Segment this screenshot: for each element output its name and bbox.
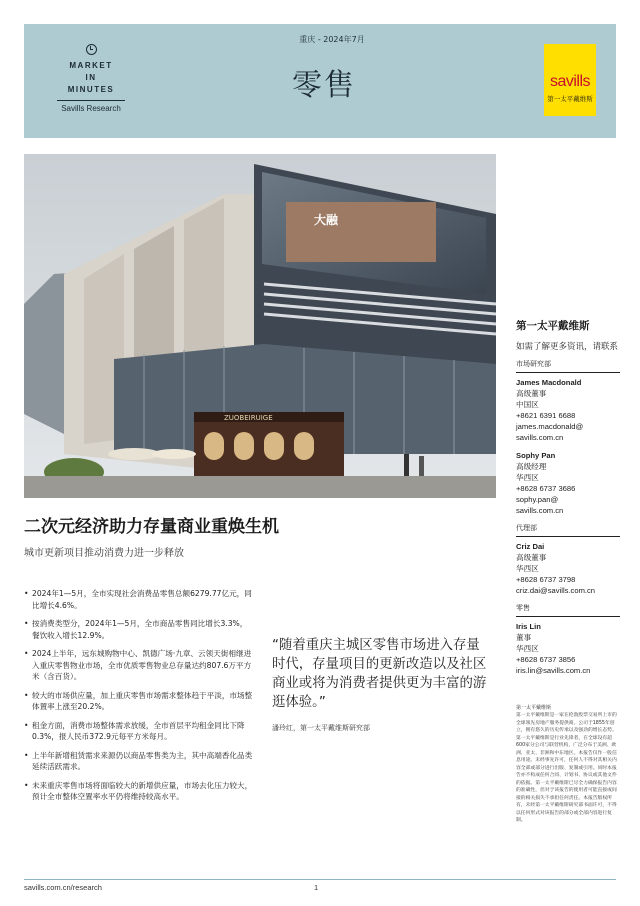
contact-email[interactable]: james.macdonald@ bbox=[516, 422, 584, 431]
mall-photo bbox=[24, 154, 496, 498]
store-sign-text: ZUOBEIRUIGE bbox=[224, 414, 273, 422]
key-point: • 上半年新增租赁需求来源仍以商品零售类为主，其中高端香化品类延续活跃需求。 bbox=[24, 750, 254, 773]
savills-logo bbox=[544, 44, 596, 116]
contact-name: Sophy Pan bbox=[516, 451, 556, 460]
contact-name: James Macdonald bbox=[516, 378, 582, 387]
header-band bbox=[24, 24, 616, 138]
footer-divider bbox=[24, 879, 616, 880]
contact-title: 高级董事 bbox=[516, 553, 547, 562]
pull-quote: “随着重庆主城区零售市场进入存量时代，存量项目的更新改造以及社区商业或将为消费者提供更为丰富的游逛体验。” bbox=[272, 638, 487, 710]
section-label-retail: 零售 bbox=[516, 603, 620, 617]
contact-email[interactable]: sophy.pan@ bbox=[516, 495, 559, 504]
contact-phone[interactable]: +8621 6391 6688 bbox=[516, 411, 576, 420]
headline: 二次元经济助力存量商业重焕生机 bbox=[24, 517, 279, 537]
market-in-minutes-badge bbox=[46, 44, 136, 113]
contact-region: 华西区 bbox=[516, 644, 539, 653]
report-date-location: 重庆 - 2024年7月 bbox=[299, 35, 365, 44]
disclaimer-label: 第一太平戴维斯 bbox=[516, 705, 552, 711]
contact-region: 华西区 bbox=[516, 473, 539, 482]
key-points-list bbox=[24, 588, 254, 810]
sidebar-intro: 如需了解更多资讯，请联系 bbox=[516, 342, 619, 352]
subheadline: 城市更新项目推动消费力进一步释放 bbox=[24, 548, 184, 559]
key-point: • 2024年1—5月，全市实现社会消费品零售总额6279.77亿元，同比增长4.6%。 bbox=[24, 588, 254, 611]
contact-card bbox=[516, 541, 620, 596]
contact-phone[interactable]: +8628 6737 3686 bbox=[516, 484, 576, 493]
logo-text-cn: 第一太平戴维斯 bbox=[547, 95, 593, 103]
contact-email-domain[interactable]: savills.com.cn bbox=[516, 506, 564, 515]
contact-name: Criz Dai bbox=[516, 542, 545, 551]
section-label-agency: 代理部 bbox=[516, 523, 620, 537]
contact-name: Iris Lin bbox=[516, 622, 541, 631]
building-sign-text: 大融 bbox=[314, 213, 339, 227]
key-point: • 租金方面，消费市场整体需求放缓，全市首层平均租金同比下降0.3%，报人民币372.9元每平方米每月。 bbox=[24, 720, 254, 743]
contacts-sidebar bbox=[516, 318, 620, 683]
disclaimer-text: 第一太平戴维斯是一家在伦敦股票交易所上市的全球领先房地产服务提供商。公司于1855年创立，拥有悠久的历史传承以及强劲的增长态势。第一太平戴维斯是行业先锋者，在全球设有超600家分公司与联营机构，广泛分布于美洲、欧洲、亚太、非洲和中东地区。本报告仅作一般信息用途。未经事先许可，任何人不得对其相关内容全部或部分进行出版、复制或引用。同时本报告亦不构成任何合同、计划书、协议或其他文件的依据。第一太平戴维斯已尽全力确保报告内容的准确性，但对于该报告的使用者可能直接或间接的相关损失不承担任何责任。本报告版权所有，未经第一太平戴维斯研究部书面许可，不得以任何形式对该报告的部分或全部内容进行复制。 bbox=[516, 713, 617, 823]
contact-email[interactable]: criz.dai@savills.com.cn bbox=[516, 586, 596, 595]
report-title: 零售 bbox=[292, 68, 356, 103]
footer-url-link[interactable]: savills.com.cn/research bbox=[24, 883, 102, 892]
badge-divider bbox=[57, 100, 125, 101]
contact-card bbox=[516, 621, 620, 676]
sidebar-title: 第一太平戴维斯 bbox=[516, 320, 590, 332]
quote-attribution: 潘玲红，第一太平戴维斯研究部 bbox=[272, 724, 370, 732]
badge-subtitle: Savills Research bbox=[61, 104, 121, 113]
clock-icon bbox=[86, 44, 97, 55]
badge-line-in: IN bbox=[85, 73, 97, 82]
contact-title: 高级经理 bbox=[516, 462, 547, 471]
key-point: • 按消费类型分，2024年1—5月，全市商品零售同比增长3.3%，餐饮收入增长12.9%。 bbox=[24, 618, 254, 641]
section-label-research: 市场研究部 bbox=[516, 359, 620, 373]
badge-line-market: MARKET bbox=[69, 61, 113, 70]
contact-card bbox=[516, 450, 620, 516]
contact-title: 董事 bbox=[516, 633, 532, 642]
logo-text-en: savills bbox=[549, 73, 591, 90]
page-number: 1 bbox=[314, 883, 319, 892]
contact-title: 高级董事 bbox=[516, 389, 547, 398]
contact-region: 中国区 bbox=[516, 400, 539, 409]
key-point: • 未来重庆零售市场将面临较大的新增供应量，市场去化压力较大，预计全市整体空置率水平仍将维持较高水平。 bbox=[24, 780, 254, 803]
key-point: • 2024上半年，远东城购物中心、凯德广场·九章、云领天街相继进入重庆零售物业市场，全市优质零售物业总存量达约807.6万平方米（含百货）。 bbox=[24, 648, 254, 683]
contact-phone[interactable]: +8628 6737 3856 bbox=[516, 655, 576, 664]
key-point: • 较大的市场供应量，加上重庆零售市场需求整体趋于平淡，市场整体置率上涨至20.2%。 bbox=[24, 690, 254, 713]
contact-email-domain[interactable]: savills.com.cn bbox=[516, 433, 564, 442]
contact-region: 华西区 bbox=[516, 564, 539, 573]
contact-card bbox=[516, 377, 620, 443]
contact-email[interactable]: iris.lin@savills.com.cn bbox=[516, 666, 591, 675]
mall-illustration bbox=[24, 154, 496, 498]
badge-line-minutes: MINUTES bbox=[67, 85, 115, 94]
contact-phone[interactable]: +8628 6737 3798 bbox=[516, 575, 576, 584]
